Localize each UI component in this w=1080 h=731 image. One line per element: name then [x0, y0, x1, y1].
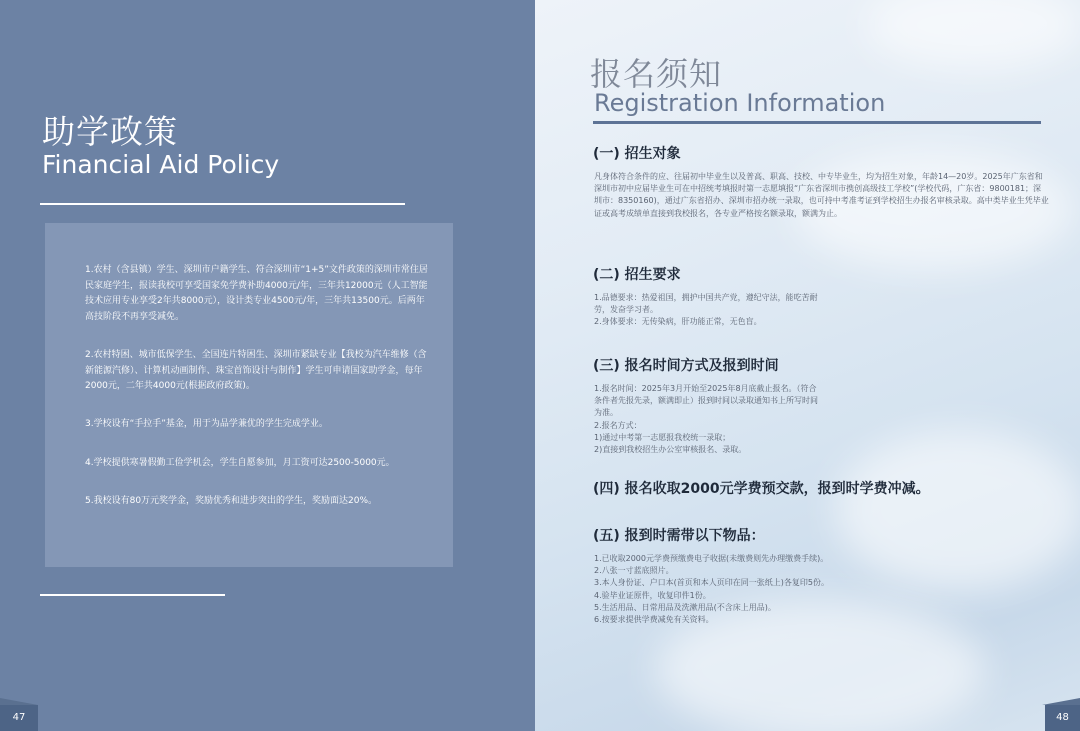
divider-bottom: [40, 594, 225, 596]
section-body-3: 1.报名时间：2025年3月开始至2025年8月底截止报名。（符合条件者先报先录，额满即止）报到时间以录取通知书上所写时间为准。 2.报名方式： 1)通过中考第一志愿报我校统一录取； 2)直接到我校招生办公室审核报名、录取。: [594, 384, 818, 455]
page-number: 47: [0, 705, 38, 731]
divider-top: [40, 203, 405, 205]
page-title-cn: 助学政策: [42, 112, 178, 151]
corner-decoration: [1042, 698, 1080, 705]
policy-item-1: 1.农村（含县镇）学生、深圳市户籍学生、符合深圳市“1+5”文件政策的深圳市常住居民家庭学生，报读我校可享受国家免学费补助4000元/年，三年共12000元（人工智能技术应用专业享受2年共8000元），设计类专业4500元/年，三年共13500元。后两年高技阶段不再享受减免。: [85, 265, 428, 322]
policy-item-3: 3.学校设有“手拉手”基金，用于为品学兼优的学生完成学业。: [85, 419, 328, 429]
cloud-decoration: [865, 0, 1080, 70]
section-heading-5: (五) 报到时需带以下物品：: [593, 528, 765, 544]
page-title-en: Registration Information: [594, 89, 886, 117]
corner-decoration: [0, 698, 38, 705]
section-heading-1: (一) 招生对象: [593, 146, 681, 162]
policy-item-5: 5.我校设有80万元奖学金，奖励优秀和进步突出的学生，奖励面达20%。: [85, 496, 378, 506]
section-body-2: 1.品德要求：热爱祖国，拥护中国共产党，遵纪守法，能吃苦耐劳，发奋学习者。 2.身体要求：无传染病，肝功能正常，无色盲。: [594, 293, 818, 327]
section-heading-4: (四) 报名收取2000元学费预交款，报到时学费冲减。: [593, 481, 930, 497]
right-page: [535, 0, 1080, 731]
section-heading-3: (三) 报名时间方式及报到时间: [593, 358, 779, 374]
policy-item-2: 2.农村特困、城市低保学生、全国连片特困生、深圳市紧缺专业【我校为汽车维修（含新能源汽修）、计算机动画制作、珠宝首饰设计与制作】学生可申请国家助学金，每年2000元，二年共4000元(根据政府政策)。: [85, 350, 427, 391]
policy-item-4: 4.学校提供寒暑假勤工俭学机会，学生自愿参加，月工资可达2500-5000元。: [85, 458, 395, 468]
page-number: 48: [1045, 705, 1080, 731]
page-title-en: Financial Aid Policy: [42, 150, 280, 179]
page-title-cn: 报名须知: [590, 55, 723, 93]
left-page: [0, 0, 535, 731]
section-body-5: 1.已收取2000元学费预缴费电子收据(未缴费则先办理缴费手续)。 2.八张一寸蓝底照片。 3.本人身份证、户口本(首页和本人页印在同一张纸上)各复印5份。 4.验毕业证原件，收复印件1份。 5.生活用品、日常用品及洗漱用品(不含床上用品)。 6.按要求提供学费减免有关资料。: [594, 554, 829, 625]
title-divider: [593, 121, 1041, 124]
section-heading-2: (二) 招生要求: [593, 267, 681, 283]
policy-box: [45, 223, 453, 567]
section-body-1: 凡身体符合条件的应、往届初中毕业生以及普高、职高、技校、中专毕业生，均为招生对象，年龄14—20岁。2025年广东省和深圳市初中应届毕业生可在中招统考填报时第一志愿填报“广东省深圳市携创高级技工学校”(学校代码，广东省：9800181；深圳市：8350160)，通过广东省招办、深圳市招办统一录取，也可持中考准考证到学校招生办报名审核录取。高中类毕业生凭毕业证或高考成绩单直接到我校报名，各专业严格按名额录取，额满为止。: [594, 172, 1049, 218]
